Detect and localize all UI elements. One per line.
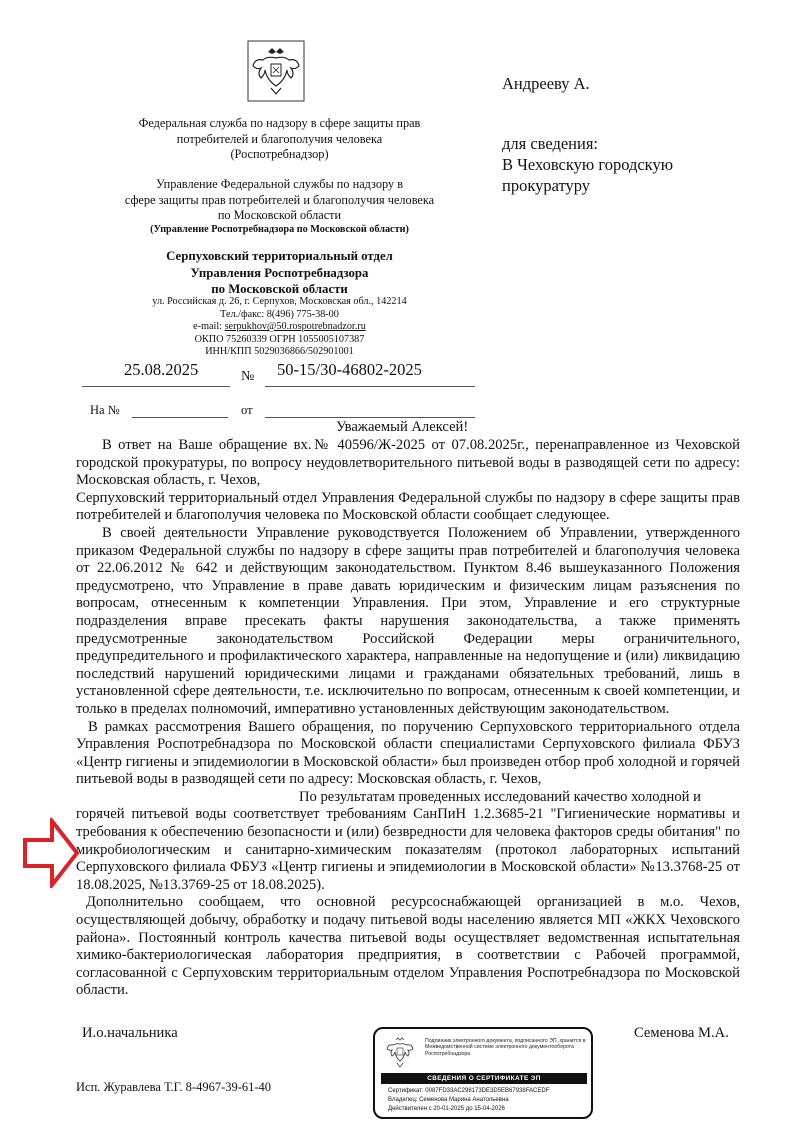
coat-of-arms-icon (247, 40, 305, 102)
reference-date-underline (265, 417, 475, 418)
agency-line: потребителей и благополучия человека (176, 131, 383, 146)
signature-certificate-stamp (373, 1027, 593, 1119)
stamp-note: Подлинник электронного документа, подписанного ЭП, хранится в Межведомственной системе электронного документооборота Роспотребнадзора (425, 1038, 586, 1057)
stamp-emblem-icon (385, 1037, 415, 1069)
agency-name (82, 116, 477, 163)
department-name (82, 177, 477, 236)
executor-info: Исп. Журавлева Т.Г. 8-4967-39-61-40 (76, 1080, 272, 1094)
reference-underline (132, 417, 228, 418)
paragraph-sampling: В рамках рассмотрения Вашего обращения, по поручению Серпуховского территориального отдела Управления Роспотребнадзора по Московской области специалистами Серпуховского филиала ФБУЗ «Центр гигиены и эпидемиологии в Московской области» был произведен отбор проб холодной и горячей питьевой воды в разводящей сети по адресу: Московская область, г. Чехов, (76, 718, 740, 788)
agency-line: Федеральная служба по надзору в сфере защиты прав (138, 116, 421, 130)
email-link[interactable]: serpukhov@50.rospotrebnadzor.ru (224, 321, 366, 333)
department-line: по Московской области (217, 208, 342, 222)
office-line: по Московской области (211, 282, 348, 296)
office-line: Управления Роспотребнадзора (190, 265, 369, 280)
registration-number: 50-15/30-46802-2025 (277, 360, 422, 379)
for-info-label: для сведения: (502, 134, 599, 153)
paragraph-results: горячей питьевой воды соответствует требованиям СанПиН 1.2.3685-21 "Гигиенические нормативы и требования к обеспечению безопасности и (или) безвредности для человека факторов среды обитания" по микробиологическим и санитарно-химическим показателям (протокол лабораторных испытаний Серпуховского филиала ФБУЗ «Центр гигиены и эпидемиологии в Московской области» №13.3768-25 от 18.08.2025, №13.3769-25 от 18.08.2025). (76, 806, 740, 893)
paragraph-appeal-cont: Серпуховский территориальный отдел Управления Федеральной службы по надзору в сфере защиты прав потребителей и благополучия человека по Московской области сообщает следующее. (76, 489, 740, 524)
stamp-certificate: Сертификат: 0087FD33AC298173DE3D5EB67938FACEDF (388, 1088, 550, 1094)
number-underline (265, 386, 475, 387)
letter-body (76, 437, 740, 1000)
office-address: ул. Российская д. 26, г. Серпухов, Московская обл., 142214 (152, 296, 407, 307)
email-label: e-mail: (193, 321, 225, 333)
stamp-owner: Владелец: Семенова Марина Анатольевна (388, 1097, 509, 1103)
registration-date: 25.08.2025 (124, 360, 199, 379)
date-underline (82, 386, 230, 387)
signatory-position: И.о.начальника (82, 1025, 178, 1041)
paragraph-authority: В своей деятельности Управление руководствуется Положением об Управлении, утвержденного приказом Федеральной службы по надзору в сфере защиты прав потребителей и благополучия человека от 22.06.2012 № 642 и действующим законодательством. Пунктом 8.46 вышеуказанного Положения предусмотрено, что Управление в праве давать юридическим и физическим лицам разъяснения по вопросам, отнесенным к компетенции Управления. При этом, Управление и его структурные подразделения вправе пресекать факты нарушения законодательства, а также применять предусмотренные законодательством Российской Федерации меры ограничительного, предупредительного и профилактического характера, направленные на недопущение и (или) ликвидацию последствий нарушений юридическими лицами и гражданами обязательных требований, лишь в установленной сфере деятельности, т.е. исключительно по вопросам, отнесенным к своей компетенции, и только в пределах полномочий, императивно установленных действующим законодательством. (76, 524, 740, 717)
stamp-title: СВЕДЕНИЯ О СЕРТИФИКАТЕ ЭП (381, 1073, 587, 1084)
reference-from-label: от (241, 403, 253, 417)
office-email (82, 321, 477, 334)
paragraph-results-start: По результатам проведенных исследований качество холодной и (299, 788, 701, 805)
reference-label: На № (90, 403, 120, 417)
number-label: № (241, 369, 255, 384)
greeting: Уважаемый Алексей! (336, 419, 469, 435)
department-short: (Управление Роспотребнадзора по Московской области) (150, 223, 409, 235)
recipient-name: Андрееву А. (502, 74, 590, 93)
office-phone: Тел./факс: 8(496) 775-38-00 (220, 308, 339, 320)
agency-line: (Роспотребнадзор) (230, 147, 329, 161)
red-arrow-icon (22, 818, 80, 888)
for-info-line: прокуратуру (502, 176, 591, 195)
office-contacts (82, 296, 477, 359)
paragraph-supplier: Дополнительно сообщаем, что основной ресурсоснабжающей организацией в м.о. Чехов, осуществляющей добычу, обработку и подачу питьевой воды населению является МП «ЖКХ Чеховского района». Постоянный контроль качества питьевой воды осуществляет ведомственная испытательная химико-бактериологическая лаборатория предприятия, в соответствии с Рабочей программой, согласованной с Серпуховским территориальным отделом Управления Роспотребнадзора по Московской области. (76, 894, 740, 999)
office-name (82, 248, 477, 298)
signatory-name: Семенова М.А. (634, 1025, 729, 1041)
department-line: Управление Федеральной службы по надзору в (155, 177, 404, 191)
department-line: сфере защиты прав потребителей и благополучия человека (124, 192, 435, 207)
paragraph-appeal: В ответ на Ваше обращение вх.№ 40596/Ж-2025 от 07.08.2025г., перенаправленное из Чеховской городской прокуратуры, по вопросу неудовлетворительного питьевой воды в разводящей сети по адресу: Московская область, г. Чехов, (76, 437, 740, 489)
office-line: Серпуховский территориальный отдел (166, 249, 393, 263)
stamp-validity: Действителен с 20-01-2025 до 15-04-2026 (388, 1106, 505, 1112)
office-inn: ИНН/КПП 5029036866/502901001 (205, 346, 354, 358)
office-okpo: ОКПО 75260339 ОГРН 1055005107387 (194, 333, 365, 345)
for-info-line: В Чеховскую городскую (502, 155, 674, 174)
